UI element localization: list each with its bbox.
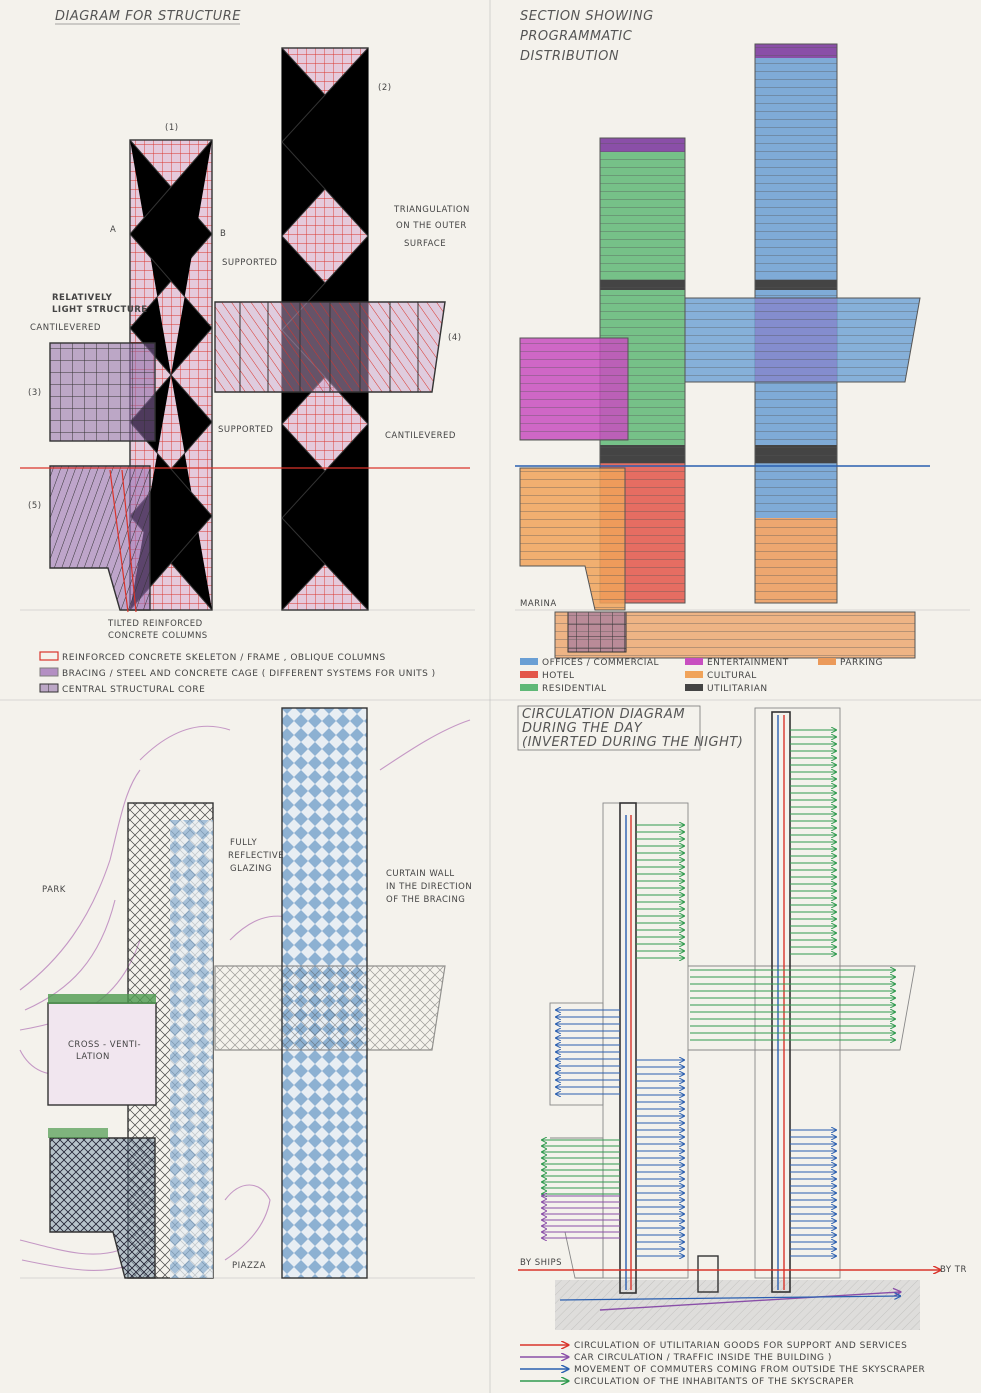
- section-title-3: DISTRIBUTION: [520, 49, 620, 64]
- label-glazing-3: GLAZING: [230, 864, 273, 874]
- label-triangulation-1: TRIANGULATION: [394, 205, 470, 215]
- entertainment-outline: [520, 338, 628, 440]
- section-title-1: SECTION SHOWING: [520, 9, 654, 24]
- label-cross-2: LATION: [76, 1052, 110, 1062]
- flow-arrows: [542, 730, 895, 1256]
- label-triangulation-3: SURFACE: [404, 239, 447, 249]
- env-tower-1-glazing: [170, 820, 213, 1278]
- structure-legend: [40, 652, 436, 695]
- label-piazza: PIAZZA: [232, 1261, 266, 1271]
- base-outline: [555, 612, 915, 658]
- core-left: [620, 803, 636, 1293]
- circulation-legend: [520, 1341, 925, 1387]
- circulation-base: [555, 1280, 920, 1330]
- env-block-5: [50, 1138, 155, 1278]
- section-legend: [520, 658, 883, 694]
- label-curtain-3: OF THE BRACING: [386, 895, 466, 905]
- label-marina: MARINA: [520, 599, 557, 609]
- vertical-flows: [626, 715, 784, 1290]
- legend-car-circulation: CAR CIRCULATION / TRAFFIC INSIDE THE BUILDING ): [574, 1353, 832, 1363]
- label-supported-mid: SUPPORTED: [218, 425, 274, 435]
- legend-cultural: CULTURAL: [707, 671, 757, 681]
- bridge-outline: [685, 298, 920, 382]
- label-triangulation-2: ON THE OUTER: [396, 221, 467, 231]
- label-supported-top: SUPPORTED: [222, 258, 278, 268]
- label-block-4: (4): [448, 333, 462, 343]
- cultural-outline: [520, 468, 625, 610]
- label-light-1: RELATIVELY: [52, 293, 113, 303]
- section-panel: [515, 9, 930, 694]
- structure-panel: [20, 9, 470, 695]
- block-5: [50, 466, 150, 610]
- circulation-title-1: CIRCULATION DIAGRAM: [522, 707, 686, 722]
- legend-utilitarian: UTILITARIAN: [707, 684, 768, 694]
- legend-offices: OFFICES / COMMERCIAL: [542, 658, 660, 668]
- block-3: [50, 343, 155, 441]
- circulation-title-2: DURING THE DAY: [522, 721, 643, 736]
- label-curtain-1: CURTAIN WALL: [386, 869, 455, 879]
- label-tilted-1: TILTED REINFORCED: [108, 619, 203, 629]
- label-curtain-2: IN THE DIRECTION: [386, 882, 473, 892]
- circulation-outlines: [550, 708, 915, 1278]
- label-block-5: (5): [28, 501, 42, 511]
- structure-legend-frame: REINFORCED CONCRETE SKELETON / FRAME , OBLIQUE COLUMNS: [62, 653, 386, 663]
- label-tilted-2: CONCRETE COLUMNS: [108, 631, 208, 641]
- label-block-3: (3): [28, 388, 42, 398]
- label-glazing-1: FULLY: [230, 838, 258, 848]
- lower-garden: [48, 1128, 108, 1138]
- label-light-2: LIGHT STRUCTURE: [52, 305, 148, 315]
- structure-title: DIAGRAM FOR STRUCTURE: [55, 9, 241, 24]
- circulation-title-3: (INVERTED DURING THE NIGHT): [522, 735, 744, 750]
- legend-commuters: MOVEMENT OF COMMUTERS COMING FROM OUTSIDE THE SKYSCRAPER: [574, 1365, 926, 1375]
- label-tower-1: (1): [165, 123, 179, 133]
- label-b: B: [220, 229, 227, 239]
- legend-utilitarian-goods: CIRCULATION OF UTILITARIAN GOODS FOR SUPPORT AND SERVICES: [574, 1341, 908, 1351]
- label-glazing-2: REFLECTIVE: [228, 851, 285, 861]
- section-title-2: PROGRAMMATIC: [520, 29, 633, 44]
- structure-legend-core: CENTRAL STRUCTURAL CORE: [62, 685, 206, 695]
- environment-panel: [20, 708, 472, 1278]
- circulation-panel: [518, 706, 967, 1387]
- label-cross-1: CROSS - VENTI-: [68, 1040, 142, 1050]
- label-cantilevered-left: CANTILEVERED: [30, 323, 101, 333]
- core-right: [772, 712, 790, 1292]
- label-a: A: [110, 225, 117, 235]
- legend-hotel: HOTEL: [542, 671, 575, 681]
- structure-legend-bracing: BRACING / STEEL AND CONCRETE CAGE ( DIFFERENT SYSTEMS FOR UNITS ): [62, 669, 436, 679]
- label-park: PARK: [42, 885, 66, 895]
- roof-garden: [48, 994, 156, 1004]
- legend-parking: PARKING: [840, 658, 884, 668]
- label-cantilevered-right: CANTILEVERED: [385, 431, 456, 441]
- legend-entertainment: ENTERTAINMENT: [707, 658, 789, 668]
- label-by-ships: BY SHIPS: [520, 1258, 563, 1268]
- env-bridge: [215, 966, 445, 1050]
- label-tower-2: (2): [378, 83, 392, 93]
- legend-inhabitants: CIRCULATION OF THE INHABITANTS OF THE SKYSCRAPER: [574, 1377, 855, 1387]
- legend-residential: RESIDENTIAL: [542, 684, 607, 694]
- label-by-train: BY TR: [940, 1265, 967, 1275]
